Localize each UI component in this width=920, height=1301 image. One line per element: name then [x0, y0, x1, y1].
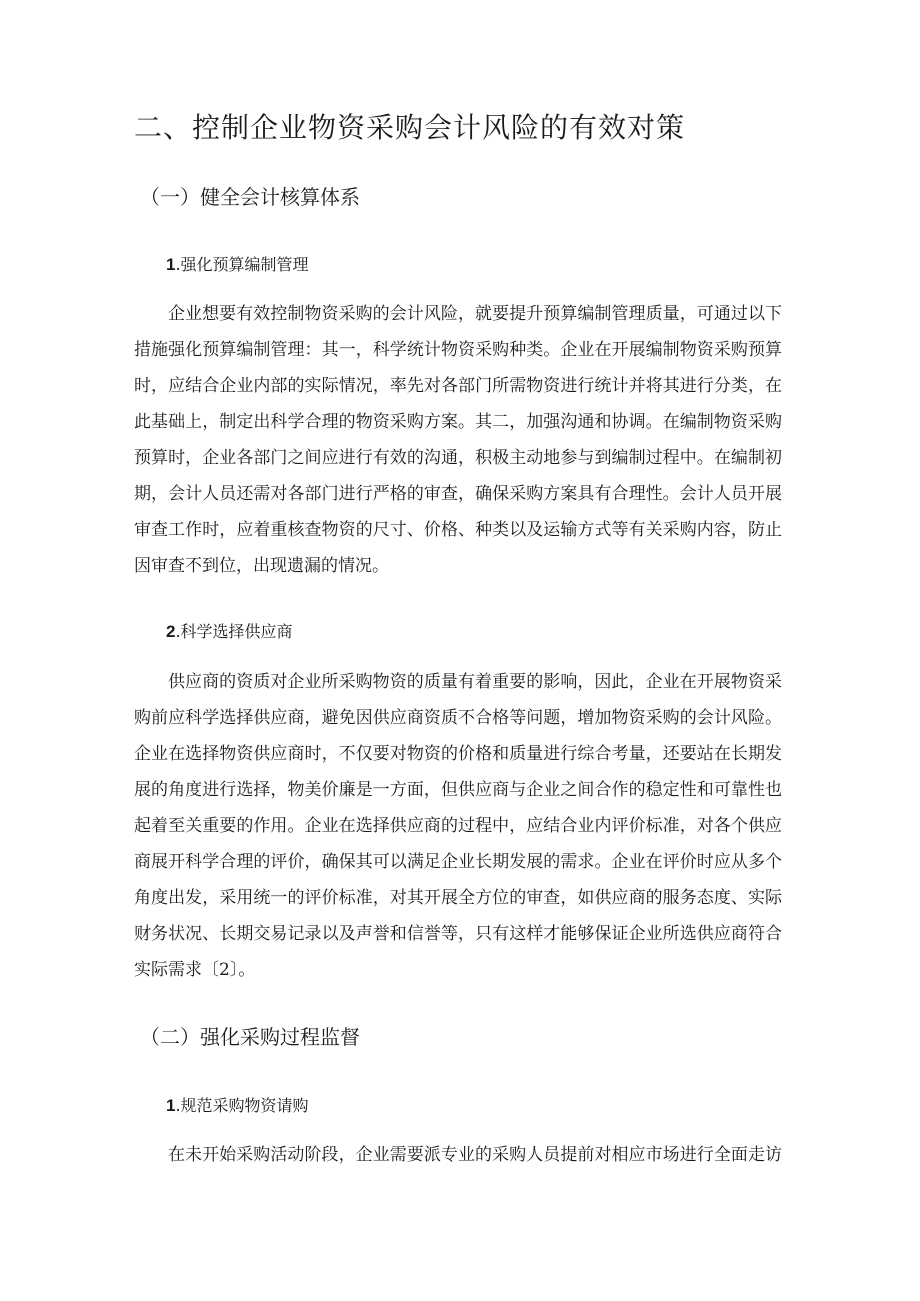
paragraph-line: 期，会计人员还需对各部门进行严格的审查，确保采购方案具有合理性。会计人员开展	[134, 484, 782, 504]
paragraph-line: 购前应科学选择供应商，避免因供应商资质不合格等问题，增加物资采购的会计风险。	[134, 708, 782, 728]
paragraph-line: 供应商的资质对企业所采购物资的质量有着重要的影响，因此，企业在开展物资采	[168, 672, 782, 692]
paragraph-line: 企业在选择物资供应商时，不仅要对物资的价格和质量进行综合考量，还要站在长期发	[134, 744, 782, 764]
paragraph-line: 商展开科学合理的评价，确保其可以满足企业长期发展的需求。企业在评价时应从多个	[134, 852, 782, 872]
section2-heading: （二）强化采购过程监督	[140, 1025, 360, 1049]
section2-sub1-number: 1	[166, 1096, 176, 1115]
section1-sub1-number: 1	[166, 255, 176, 274]
paragraph-line: 角度出发，采用统一的评价标准，对其开展全方位的审查，如供应商的服务态度、实际	[134, 888, 782, 908]
section1-sub1-title: .强化预算编制管理	[175, 255, 309, 274]
paragraph-line: 措施强化预算编制管理：其一，科学统计物资采购种类。企业在开展编制物资采购预算	[134, 340, 782, 360]
section1-sub2-number: 2	[166, 622, 176, 641]
section1-sub1-paragraph	[134, 296, 782, 584]
paragraph-line: 预算时，企业各部门之间应进行有效的沟通，积极主动地参与到编制过程中。在编制初	[134, 448, 782, 468]
paragraph-line: 在未开始采购活动阶段，企业需要派专业的采购人员提前对相应市场进行全面走访	[168, 1145, 782, 1165]
section1-sub2-paragraph	[134, 664, 782, 988]
section2-sub1-title: .规范采购物资请购	[175, 1096, 309, 1115]
paragraph-line: 实际需求〔2〕。	[134, 960, 256, 980]
section2-sub1-heading	[166, 1094, 309, 1118]
document-title: 二、控制企业物资采购会计风险的有效对策	[134, 111, 686, 144]
section1-sub2-title: .科学选择供应商	[175, 622, 293, 641]
section1-sub2-heading	[166, 620, 293, 644]
paragraph-line: 财务状况、长期交易记录以及声誉和信誉等，只有这样才能够保证企业所选供应商符合	[134, 924, 782, 944]
section1-sub1-heading	[166, 253, 309, 277]
paragraph-line: 企业想要有效控制物资采购的会计风险，就要提升预算编制管理质量，可通过以下	[168, 304, 782, 324]
paragraph-line: 展的角度进行选择，物美价廉是一方面，但供应商与企业之间合作的稳定性和可靠性也	[134, 780, 782, 800]
paragraph-line: 起着至关重要的作用。企业在选择供应商的过程中，应结合业内评价标准，对各个供应	[134, 816, 782, 836]
paragraph-line: 审查工作时，应着重核查物资的尺寸、价格、种类以及运输方式等有关采购内容，防止	[134, 520, 782, 540]
paragraph-line: 因审查不到位，出现遗漏的情况。	[134, 556, 389, 576]
paragraph-line: 时，应结合企业内部的实际情况，率先对各部门所需物资进行统计并将其进行分类，在	[134, 376, 782, 396]
paragraph-line: 此基础上，制定出科学合理的物资采购方案。其二，加强沟通和协调。在编制物资采购	[134, 412, 782, 432]
section2-sub1-paragraph	[134, 1137, 782, 1173]
section1-heading: （一）健全会计核算体系	[140, 185, 360, 209]
